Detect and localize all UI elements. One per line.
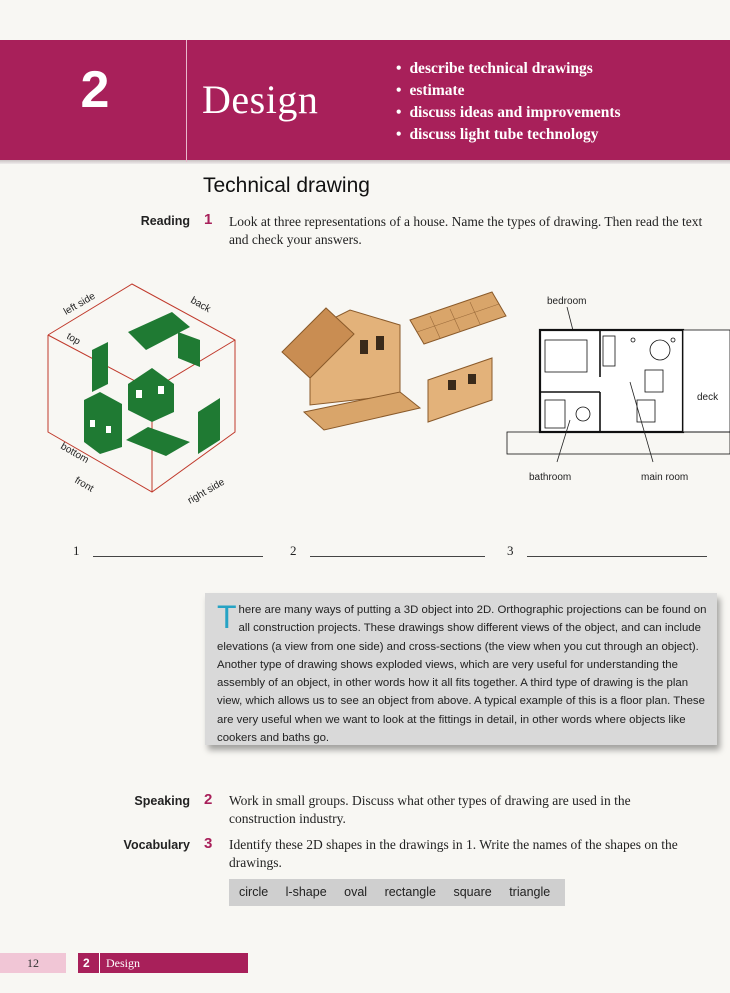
window [376,336,384,350]
footer-unit-number: 2 [83,956,90,970]
objective-item: • discuss ideas and improvements [396,102,621,124]
cube-label-back: back [188,295,213,316]
word-square: square [453,885,492,899]
word-triangle: triangle [509,885,551,899]
answer-line-1[interactable] [93,556,263,557]
answer-number-1: 1 [73,543,80,558]
cube-label-top: top [64,331,83,348]
objectives-list [396,58,621,146]
footer-unit-tab [78,953,248,973]
plan-label-deck: deck [697,392,719,403]
word-l-shape: l-shape [285,885,327,899]
side-wall-panel [428,358,492,422]
plan-label-bathroom: bathroom [529,472,572,483]
page-number: 12 [0,953,66,973]
projection-panels [84,312,220,456]
objective-item: • discuss light tube technology [396,124,621,146]
deck-outline [683,330,730,432]
exercise-1-instructions: Look at three representations of a house. Name the types of drawing. Then read the text and check your answers. [229,214,703,247]
word-box [229,879,565,906]
cube-label-front: front [72,475,96,495]
speaking-label: Speaking [134,794,190,808]
reading-body: here are many ways of putting a 3D object into 2D. Orthographic projections can be found on all construction projects. These drawings show different views of the object, and can include elevations (a view from one side) and cross-sections (the view when you cut through an object). Another type of drawing shows exploded views, which are very useful for understanding the assembly of an object, in other words how it all fits together. A third type of drawing is the plan view, which allows us to see an object from above. A typical example of this is a floor plan. These are very useful when we want to look at the fittings in detail, in other words where objects like cookers and baths go. [217,604,707,745]
answer-number-3: 3 [507,543,514,558]
unit-number: 2 [80,61,110,119]
plan-label-main-room: main room [641,472,689,483]
objective-item: • describe technical drawings [396,58,621,80]
plan-label-bedroom: bedroom [547,296,587,307]
exercise-3-number: 3 [204,835,213,852]
cube-label-left-side: left side [62,290,98,318]
footer-separator [99,953,100,973]
word-rectangle: rectangle [384,885,436,899]
vocabulary-label: Vocabulary [123,838,190,852]
answer-line-2[interactable] [310,556,485,557]
floor-plan-figure [505,292,730,484]
unit-title: Design [202,77,319,122]
header-shadow [0,160,730,164]
header-divider [186,40,187,162]
exercise-1-number: 1 [204,211,213,228]
word-oval: oval [344,885,368,899]
window [468,374,476,384]
window [448,380,456,390]
reading-paragraph [205,593,717,747]
answer-number-2: 2 [290,543,297,558]
answer-line-3[interactable] [527,556,707,557]
exploded-view-figure [270,280,510,450]
section-title: Technical drawing [203,174,370,197]
window [360,340,368,354]
footer-unit-title: Design [106,956,140,970]
reading-text-box [205,593,717,745]
orthographic-cube-figure [40,272,250,517]
plan-outline [540,330,683,432]
objective-item: • estimate [396,80,621,102]
cube-label-right-side: right side [186,476,227,507]
ground-line [507,432,730,454]
drop-cap: T [217,599,237,635]
exercise-3-instructions: Identify these 2D shapes in the drawings in 1. Write the names of the shapes on the drawings. [229,837,678,870]
exercise-2-instructions: Work in small groups. Discuss what other types of drawing are used in the construction industry. [229,793,631,826]
exercise-2-number: 2 [204,791,213,808]
cube-label-bottom: bottom [58,441,91,466]
word-circle: circle [239,885,269,899]
reading-label: Reading [140,214,190,228]
